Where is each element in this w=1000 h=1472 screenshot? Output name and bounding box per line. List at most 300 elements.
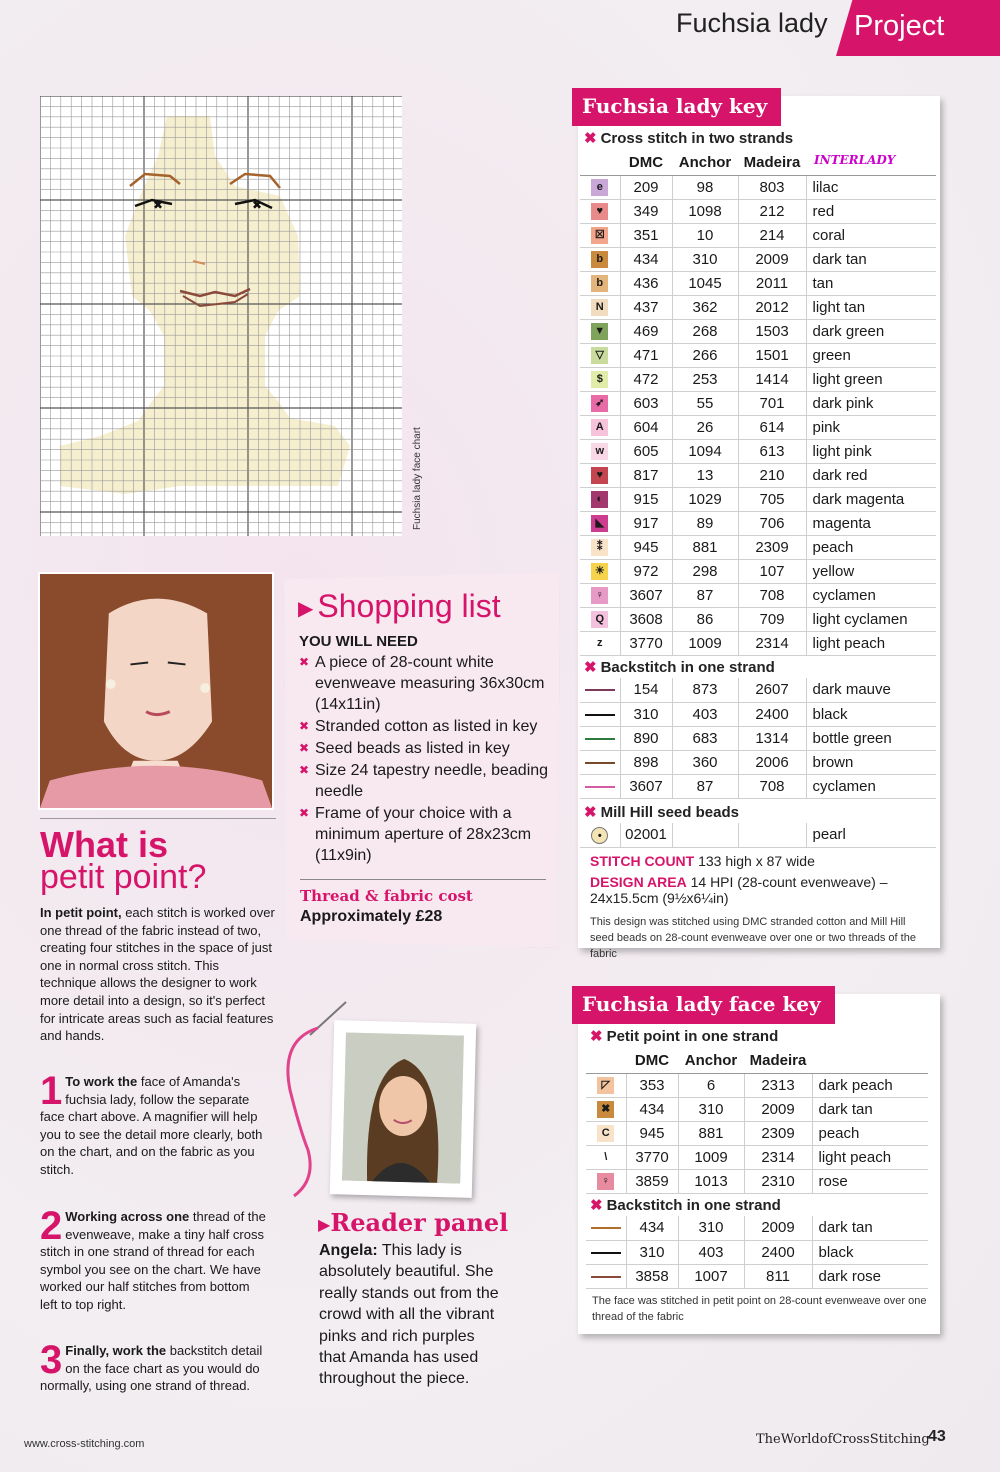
symbol-swatch: ▽ <box>591 347 608 364</box>
anchor-cell: 1009 <box>672 631 738 655</box>
symbol-swatch: b <box>591 275 608 292</box>
colour-name-cell: light tan <box>806 295 936 319</box>
symbol-cell <box>586 1097 626 1121</box>
stitch-count: STITCH COUNT 133 high x 87 wide <box>590 853 815 869</box>
colour-name-cell: dark magenta <box>806 487 936 511</box>
dmc-cell: 898 <box>620 750 672 774</box>
anchor-cell: 10 <box>672 223 738 247</box>
anchor-cell: 89 <box>672 511 738 535</box>
key-row <box>580 583 936 607</box>
reader-portrait <box>342 1032 464 1183</box>
cost-label: Thread & fabric cost <box>300 887 473 905</box>
triangle-icon: ▶ <box>318 1215 331 1234</box>
colour-name-cell: light cyclamen <box>806 607 936 631</box>
dmc-cell: 434 <box>620 247 672 271</box>
dmc-cell: 472 <box>620 367 672 391</box>
line-cell <box>580 750 620 774</box>
backstitch-line <box>585 762 615 764</box>
symbol-swatch: ☒ <box>591 227 608 244</box>
dmc-cell: 3607 <box>620 583 672 607</box>
colour-name-cell: peach <box>806 535 936 559</box>
madeira-cell: 2314 <box>738 631 806 655</box>
dmc-cell: 310 <box>626 1240 678 1264</box>
line-cell <box>586 1264 626 1288</box>
key-row <box>586 1145 928 1169</box>
symbol-swatch: $ <box>591 371 608 388</box>
symbol-swatch: ♥ <box>591 203 608 220</box>
colour-name-cell: red <box>806 199 936 223</box>
svg-text:✖: ✖ <box>252 198 263 212</box>
colour-name-cell: brown <box>806 750 936 774</box>
face-chart-caption: Fuchsia lady face chart <box>412 427 423 530</box>
key-row <box>580 223 936 247</box>
anchor-cell: 873 <box>672 678 738 702</box>
face-key-note: The face was stitched in petit point on 28-count evenweave over one thread of the fabric <box>592 1295 927 1323</box>
design-area: DESIGN AREA 14 HPI (28-count evenweave) – 24x15.5cm (9½x6¼in) <box>590 874 888 906</box>
shopping-item: ✖ Seed beads as listed in key <box>299 738 549 759</box>
key-row <box>580 774 936 798</box>
watermark: INTERLADY <box>814 153 896 167</box>
madeira-cell: 2314 <box>744 1145 812 1169</box>
symbol-cell <box>586 1169 626 1193</box>
line-cell <box>586 1240 626 1264</box>
dmc-cell: 890 <box>620 726 672 750</box>
madeira-cell: 709 <box>738 607 806 631</box>
madeira-cell: 2607 <box>738 678 806 702</box>
triangle-icon: ▶ <box>298 598 314 621</box>
madeira-cell: 2400 <box>744 1240 812 1264</box>
madeira-cell: 2009 <box>738 247 806 271</box>
key-row <box>580 199 936 223</box>
symbol-cell <box>580 391 620 415</box>
petit-point-title: What is <box>40 824 169 865</box>
anchor-cell: 253 <box>672 367 738 391</box>
symbol-cell <box>580 439 620 463</box>
dmc-cell: 436 <box>620 271 672 295</box>
colour-name-cell: dark rose <box>812 1264 928 1288</box>
symbol-swatch: ♀ <box>597 1173 614 1190</box>
anchor-cell: 1045 <box>672 271 738 295</box>
shopping-item: ✖ Size 24 tapestry needle, beading needle <box>299 760 549 802</box>
dmc-cell: 3770 <box>620 631 672 655</box>
seed-beads-table <box>580 823 936 848</box>
colour-name-cell: pink <box>806 415 936 439</box>
colour-name-cell: dark mauve <box>806 678 936 702</box>
key-row <box>580 823 936 847</box>
symbol-cell <box>580 343 620 367</box>
key-row <box>580 391 936 415</box>
cross-rows <box>580 175 936 655</box>
backstitch-heading: ✖ Backstitch in one strand <box>584 659 775 676</box>
madeira-cell: 803 <box>738 175 806 199</box>
symbol-cell <box>586 1073 626 1097</box>
key-row <box>580 535 936 559</box>
symbol-swatch: C <box>597 1125 614 1142</box>
key-row <box>580 343 936 367</box>
face-backstitch-heading: ✖ Backstitch in one strand <box>590 1197 781 1214</box>
col-anchor: Anchor <box>672 151 738 175</box>
dmc-cell: 3607 <box>620 774 672 798</box>
key-row <box>586 1216 928 1240</box>
line-cell <box>586 1216 626 1240</box>
symbol-swatch: A <box>591 419 608 436</box>
dmc-cell: 310 <box>620 702 672 726</box>
dmc-cell: 605 <box>620 439 672 463</box>
colour-name-cell: light peach <box>812 1145 928 1169</box>
colour-name-cell: yellow <box>806 559 936 583</box>
madeira-cell: 706 <box>738 511 806 535</box>
cross-stitch-heading: ✖ Cross stitch in two strands <box>584 130 794 147</box>
symbol-swatch: ☀ <box>591 563 608 580</box>
symbol-swatch: ▼ <box>591 323 608 340</box>
anchor-cell: 87 <box>672 774 738 798</box>
colour-name-cell: dark red <box>806 463 936 487</box>
madeira-cell: 2400 <box>738 702 806 726</box>
madeira-cell: 2006 <box>738 750 806 774</box>
symbol-cell <box>580 367 620 391</box>
reader-photo <box>330 1020 477 1198</box>
symbol-cell <box>580 175 620 199</box>
anchor-cell: 26 <box>672 415 738 439</box>
madeira-cell: 1314 <box>738 726 806 750</box>
dmc-cell: 972 <box>620 559 672 583</box>
madeira-cell: 214 <box>738 223 806 247</box>
anchor-cell: 403 <box>672 702 738 726</box>
key-row <box>586 1073 928 1097</box>
key-row <box>580 271 936 295</box>
symbol-swatch: z <box>591 635 608 652</box>
col-madeira: Madeira <box>738 151 806 175</box>
anchor-cell: 98 <box>672 175 738 199</box>
madeira-cell: 2009 <box>744 1216 812 1240</box>
backstitch-table <box>580 678 936 799</box>
key-row <box>586 1097 928 1121</box>
shopping-item: ✖ Stranded cotton as listed in key <box>299 716 549 737</box>
backstitch-line <box>585 786 615 788</box>
dmc-cell: 817 <box>620 463 672 487</box>
key-row <box>580 750 936 774</box>
symbol-cell <box>580 295 620 319</box>
key-row <box>586 1240 928 1264</box>
symbol-swatch: \ <box>597 1149 614 1166</box>
symbol-cell <box>586 1121 626 1145</box>
anchor-cell: 266 <box>672 343 738 367</box>
divider <box>300 879 546 880</box>
shopping-list-title: ▶ Shopping list <box>298 588 501 624</box>
key-row <box>586 1121 928 1145</box>
symbol-cell <box>580 631 620 655</box>
key-row <box>580 463 936 487</box>
dmc-cell: 3608 <box>620 607 672 631</box>
colour-name-cell: black <box>806 702 936 726</box>
symbol-swatch: ◐ <box>591 491 608 508</box>
anchor-cell: 1029 <box>672 487 738 511</box>
key-row <box>586 1264 928 1288</box>
dmc-cell: 604 <box>620 415 672 439</box>
dmc-cell: 469 <box>620 319 672 343</box>
dmc-cell: 603 <box>620 391 672 415</box>
page-number: 43 <box>928 1428 946 1445</box>
dmc-cell: 915 <box>620 487 672 511</box>
line-cell <box>580 678 620 702</box>
anchor-cell: 55 <box>672 391 738 415</box>
anchor-cell: 1013 <box>678 1169 744 1193</box>
dmc-cell: 154 <box>620 678 672 702</box>
dmc-cell: 3858 <box>626 1264 678 1288</box>
key-row <box>580 726 936 750</box>
symbol-swatch: ◣ <box>591 515 608 532</box>
anchor-cell: 683 <box>672 726 738 750</box>
dmc-cell: 471 <box>620 343 672 367</box>
col-symbol <box>580 151 620 175</box>
key-row <box>580 559 936 583</box>
dmc-cell: 945 <box>620 535 672 559</box>
symbol-swatch: ♀ <box>591 587 608 604</box>
colour-name-cell: dark tan <box>812 1097 928 1121</box>
symbol-cell <box>580 583 620 607</box>
colour-name-cell: dark tan <box>806 247 936 271</box>
face-key-title: Fuchsia lady face key <box>572 986 835 1024</box>
dmc-cell: 917 <box>620 511 672 535</box>
symbol-cell <box>580 463 620 487</box>
madeira-cell: 705 <box>738 487 806 511</box>
key-row <box>580 247 936 271</box>
key-row <box>586 1169 928 1193</box>
symbol-cell <box>580 511 620 535</box>
face-key-panel <box>578 994 940 1334</box>
anchor-cell: 87 <box>672 583 738 607</box>
colour-name-cell: coral <box>806 223 936 247</box>
backstitch-line <box>591 1227 621 1229</box>
dmc-cell: 434 <box>626 1216 678 1240</box>
symbol-swatch: ♥ <box>591 467 608 484</box>
symbol-cell <box>580 559 620 583</box>
madeira-cell: 2009 <box>744 1097 812 1121</box>
dmc-cell: 437 <box>620 295 672 319</box>
petit-point-subtitle: petit point? <box>40 858 207 896</box>
colour-name-cell: bottle green <box>806 726 936 750</box>
madeira-cell: 2309 <box>738 535 806 559</box>
madeira-cell: 1501 <box>738 343 806 367</box>
anchor-cell: 1007 <box>678 1264 744 1288</box>
shopping-item: ✖ Frame of your choice with a minimum aperture of 28x23cm (11x9in) <box>299 803 549 866</box>
madeira-cell: 701 <box>738 391 806 415</box>
colour-name-cell: light green <box>806 367 936 391</box>
symbol-cell <box>580 487 620 511</box>
fuchsia-lady-key-panel <box>578 94 940 960</box>
dmc-cell: 349 <box>620 199 672 223</box>
key-row <box>580 631 936 655</box>
dmc-cell: 209 <box>620 175 672 199</box>
colour-name-cell: dark tan <box>812 1216 928 1240</box>
madeira-cell: 613 <box>738 439 806 463</box>
symbol-swatch: ✖ <box>597 1101 614 1118</box>
dmc-cell: 353 <box>626 1073 678 1097</box>
footer-magazine: TheWorldofCrossStitching <box>756 1432 930 1447</box>
you-will-need: YOU WILL NEED <box>299 633 418 650</box>
step-2: 2 Working across one thread of the evenweave, make a tiny half cross stitch in one strand of thread for each symbol you see on the chart. We have worked our half stitches from bottom left to top right. <box>40 1204 266 1312</box>
symbol-swatch: ⁑ <box>591 539 608 556</box>
madeira-cell: 1414 <box>738 367 806 391</box>
divider <box>40 818 276 819</box>
dmc-cell: 3859 <box>626 1169 678 1193</box>
madeira-cell: 2313 <box>744 1073 812 1097</box>
symbol-cell <box>580 415 620 439</box>
line-cell <box>580 726 620 750</box>
anchor-cell: 1009 <box>678 1145 744 1169</box>
empty-cell <box>672 823 738 847</box>
header-topic: Fuchsia lady <box>676 8 828 38</box>
colour-name-cell: black <box>812 1240 928 1264</box>
symbol-swatch: Q <box>591 611 608 628</box>
empty-cell <box>738 823 806 847</box>
petit-rows <box>586 1073 928 1193</box>
madeira-cell: 708 <box>738 583 806 607</box>
anchor-cell: 268 <box>672 319 738 343</box>
anchor-cell: 1094 <box>672 439 738 463</box>
colour-name-cell: cyclamen <box>806 774 936 798</box>
anchor-cell: 403 <box>678 1240 744 1264</box>
backstitch-line <box>585 689 615 691</box>
petit-point-table <box>586 1049 928 1194</box>
madeira-cell: 2012 <box>738 295 806 319</box>
colour-name-cell: rose <box>812 1169 928 1193</box>
petit-point-intro: In petit point, each stitch is worked over one thread of the fabric instead of two, creating four stitches in the space of just one in normal cross stitch. This technique allows the designer to work more detail into a design, so it's perfect for intricate areas such as facial features and hands. <box>40 905 275 1044</box>
symbol-cell <box>580 199 620 223</box>
bead-icon: • <box>591 827 608 844</box>
face-backstitch-table <box>586 1216 928 1289</box>
face-col-dmc: DMC <box>626 1049 678 1073</box>
key-title: Fuchsia lady key <box>572 88 781 126</box>
cost-value: Approximately £28 <box>300 908 443 925</box>
colour-name-cell: magenta <box>806 511 936 535</box>
dmc-cell: 434 <box>626 1097 678 1121</box>
symbol-swatch: w <box>591 443 608 460</box>
header-section: Project <box>854 10 945 42</box>
anchor-cell: 362 <box>672 295 738 319</box>
key-row <box>580 295 936 319</box>
colour-name-cell: tan <box>806 271 936 295</box>
backstitch-line <box>591 1276 621 1278</box>
face-chart <box>40 96 402 536</box>
key-row <box>580 319 936 343</box>
madeira-cell: 614 <box>738 415 806 439</box>
key-row <box>580 439 936 463</box>
dmc-cell: 351 <box>620 223 672 247</box>
face-col-anchor: Anchor <box>678 1049 744 1073</box>
shopping-items <box>299 652 549 867</box>
colour-name-cell: light pink <box>806 439 936 463</box>
madeira-cell: 811 <box>744 1264 812 1288</box>
shopping-item: ✖ A piece of 28-count white evenweave measuring 36x30cm (14x11in) <box>299 652 549 715</box>
face-back-rows <box>586 1216 928 1288</box>
madeira-cell: 2011 <box>738 271 806 295</box>
footer-url: www.cross-stitching.com <box>24 1438 145 1450</box>
colour-name-cell: green <box>806 343 936 367</box>
line-cell <box>580 702 620 726</box>
step-1: 1 To work the face of Amanda's fuchsia lady, follow the separate face chart above. A magnifier will help you to see the detail more clearly, both on the chart, and on the fabric as you stitch. <box>40 1069 263 1177</box>
symbol-swatch: ➶ <box>591 395 608 412</box>
symbol-cell <box>580 535 620 559</box>
dmc-cell: 945 <box>626 1121 678 1145</box>
key-row <box>580 487 936 511</box>
back-rows <box>580 678 936 798</box>
madeira-cell: 2310 <box>744 1169 812 1193</box>
anchor-cell: 298 <box>672 559 738 583</box>
key-row <box>580 607 936 631</box>
colour-name-cell: dark peach <box>812 1073 928 1097</box>
backstitch-line <box>585 738 615 740</box>
symbol-swatch: ◸ <box>597 1077 614 1094</box>
face-col-name <box>812 1049 928 1073</box>
madeira-cell: 212 <box>738 199 806 223</box>
anchor-cell: 360 <box>672 750 738 774</box>
dmc-cell: 3770 <box>626 1145 678 1169</box>
symbol-cell <box>580 247 620 271</box>
key-note: This design was stitched using DMC stranded cotton and Mill Hill seed beads on 28-count evenweave over one or two threads of the fabric <box>590 916 916 960</box>
face-col-symbol <box>586 1049 626 1073</box>
anchor-cell: 13 <box>672 463 738 487</box>
backstitch-line <box>591 1252 621 1254</box>
colour-name-cell: cyclamen <box>806 583 936 607</box>
madeira-cell: 2309 <box>744 1121 812 1145</box>
seed-beads-heading: ✖ Mill Hill seed beads <box>584 804 739 821</box>
key-row <box>580 702 936 726</box>
bead-code-cell: 02001 <box>620 823 672 847</box>
colour-name-cell: peach <box>812 1121 928 1145</box>
colour-name-cell: dark pink <box>806 391 936 415</box>
reader-panel-title: ▶Reader panel <box>318 1208 509 1237</box>
symbol-cell <box>580 319 620 343</box>
anchor-cell: 881 <box>678 1121 744 1145</box>
symbol-cell <box>580 271 620 295</box>
colour-name-cell: lilac <box>806 175 936 199</box>
anchor-cell: 310 <box>672 247 738 271</box>
madeira-cell: 1503 <box>738 319 806 343</box>
key-row <box>580 175 936 199</box>
cross-stitch-table <box>580 151 936 656</box>
key-row <box>580 415 936 439</box>
symbol-swatch: b <box>591 251 608 268</box>
madeira-cell: 708 <box>738 774 806 798</box>
face-col-madeira: Madeira <box>744 1049 812 1073</box>
key-row <box>580 511 936 535</box>
reader-quote: Angela: This lady is absolutely beautiful. She really stands out from the crowd with all the vibrant pinks and rich purples that Amanda has used throughout the piece. <box>319 1242 499 1388</box>
anchor-cell: 310 <box>678 1216 744 1240</box>
key-row <box>580 367 936 391</box>
svg-text:✖: ✖ <box>153 198 164 212</box>
anchor-cell: 1098 <box>672 199 738 223</box>
backstitch-line <box>585 714 615 716</box>
petit-point-heading: ✖ Petit point in one strand <box>590 1028 779 1045</box>
symbol-swatch: N <box>591 299 608 316</box>
symbol-cell <box>586 1145 626 1169</box>
line-cell <box>580 774 620 798</box>
bead-cell <box>580 823 620 847</box>
colour-name-cell: light peach <box>806 631 936 655</box>
anchor-cell: 6 <box>678 1073 744 1097</box>
stitched-face-photo <box>38 572 274 810</box>
madeira-cell: 107 <box>738 559 806 583</box>
bead-rows <box>580 823 936 847</box>
step-3: 3 Finally, work the backstitch detail on the face chart as you would do normally, using one strand of thread. <box>40 1338 263 1394</box>
symbol-swatch: e <box>591 179 608 196</box>
madeira-cell: 210 <box>738 463 806 487</box>
col-dmc: DMC <box>620 151 672 175</box>
anchor-cell: 86 <box>672 607 738 631</box>
symbol-cell <box>580 607 620 631</box>
symbol-cell <box>580 223 620 247</box>
